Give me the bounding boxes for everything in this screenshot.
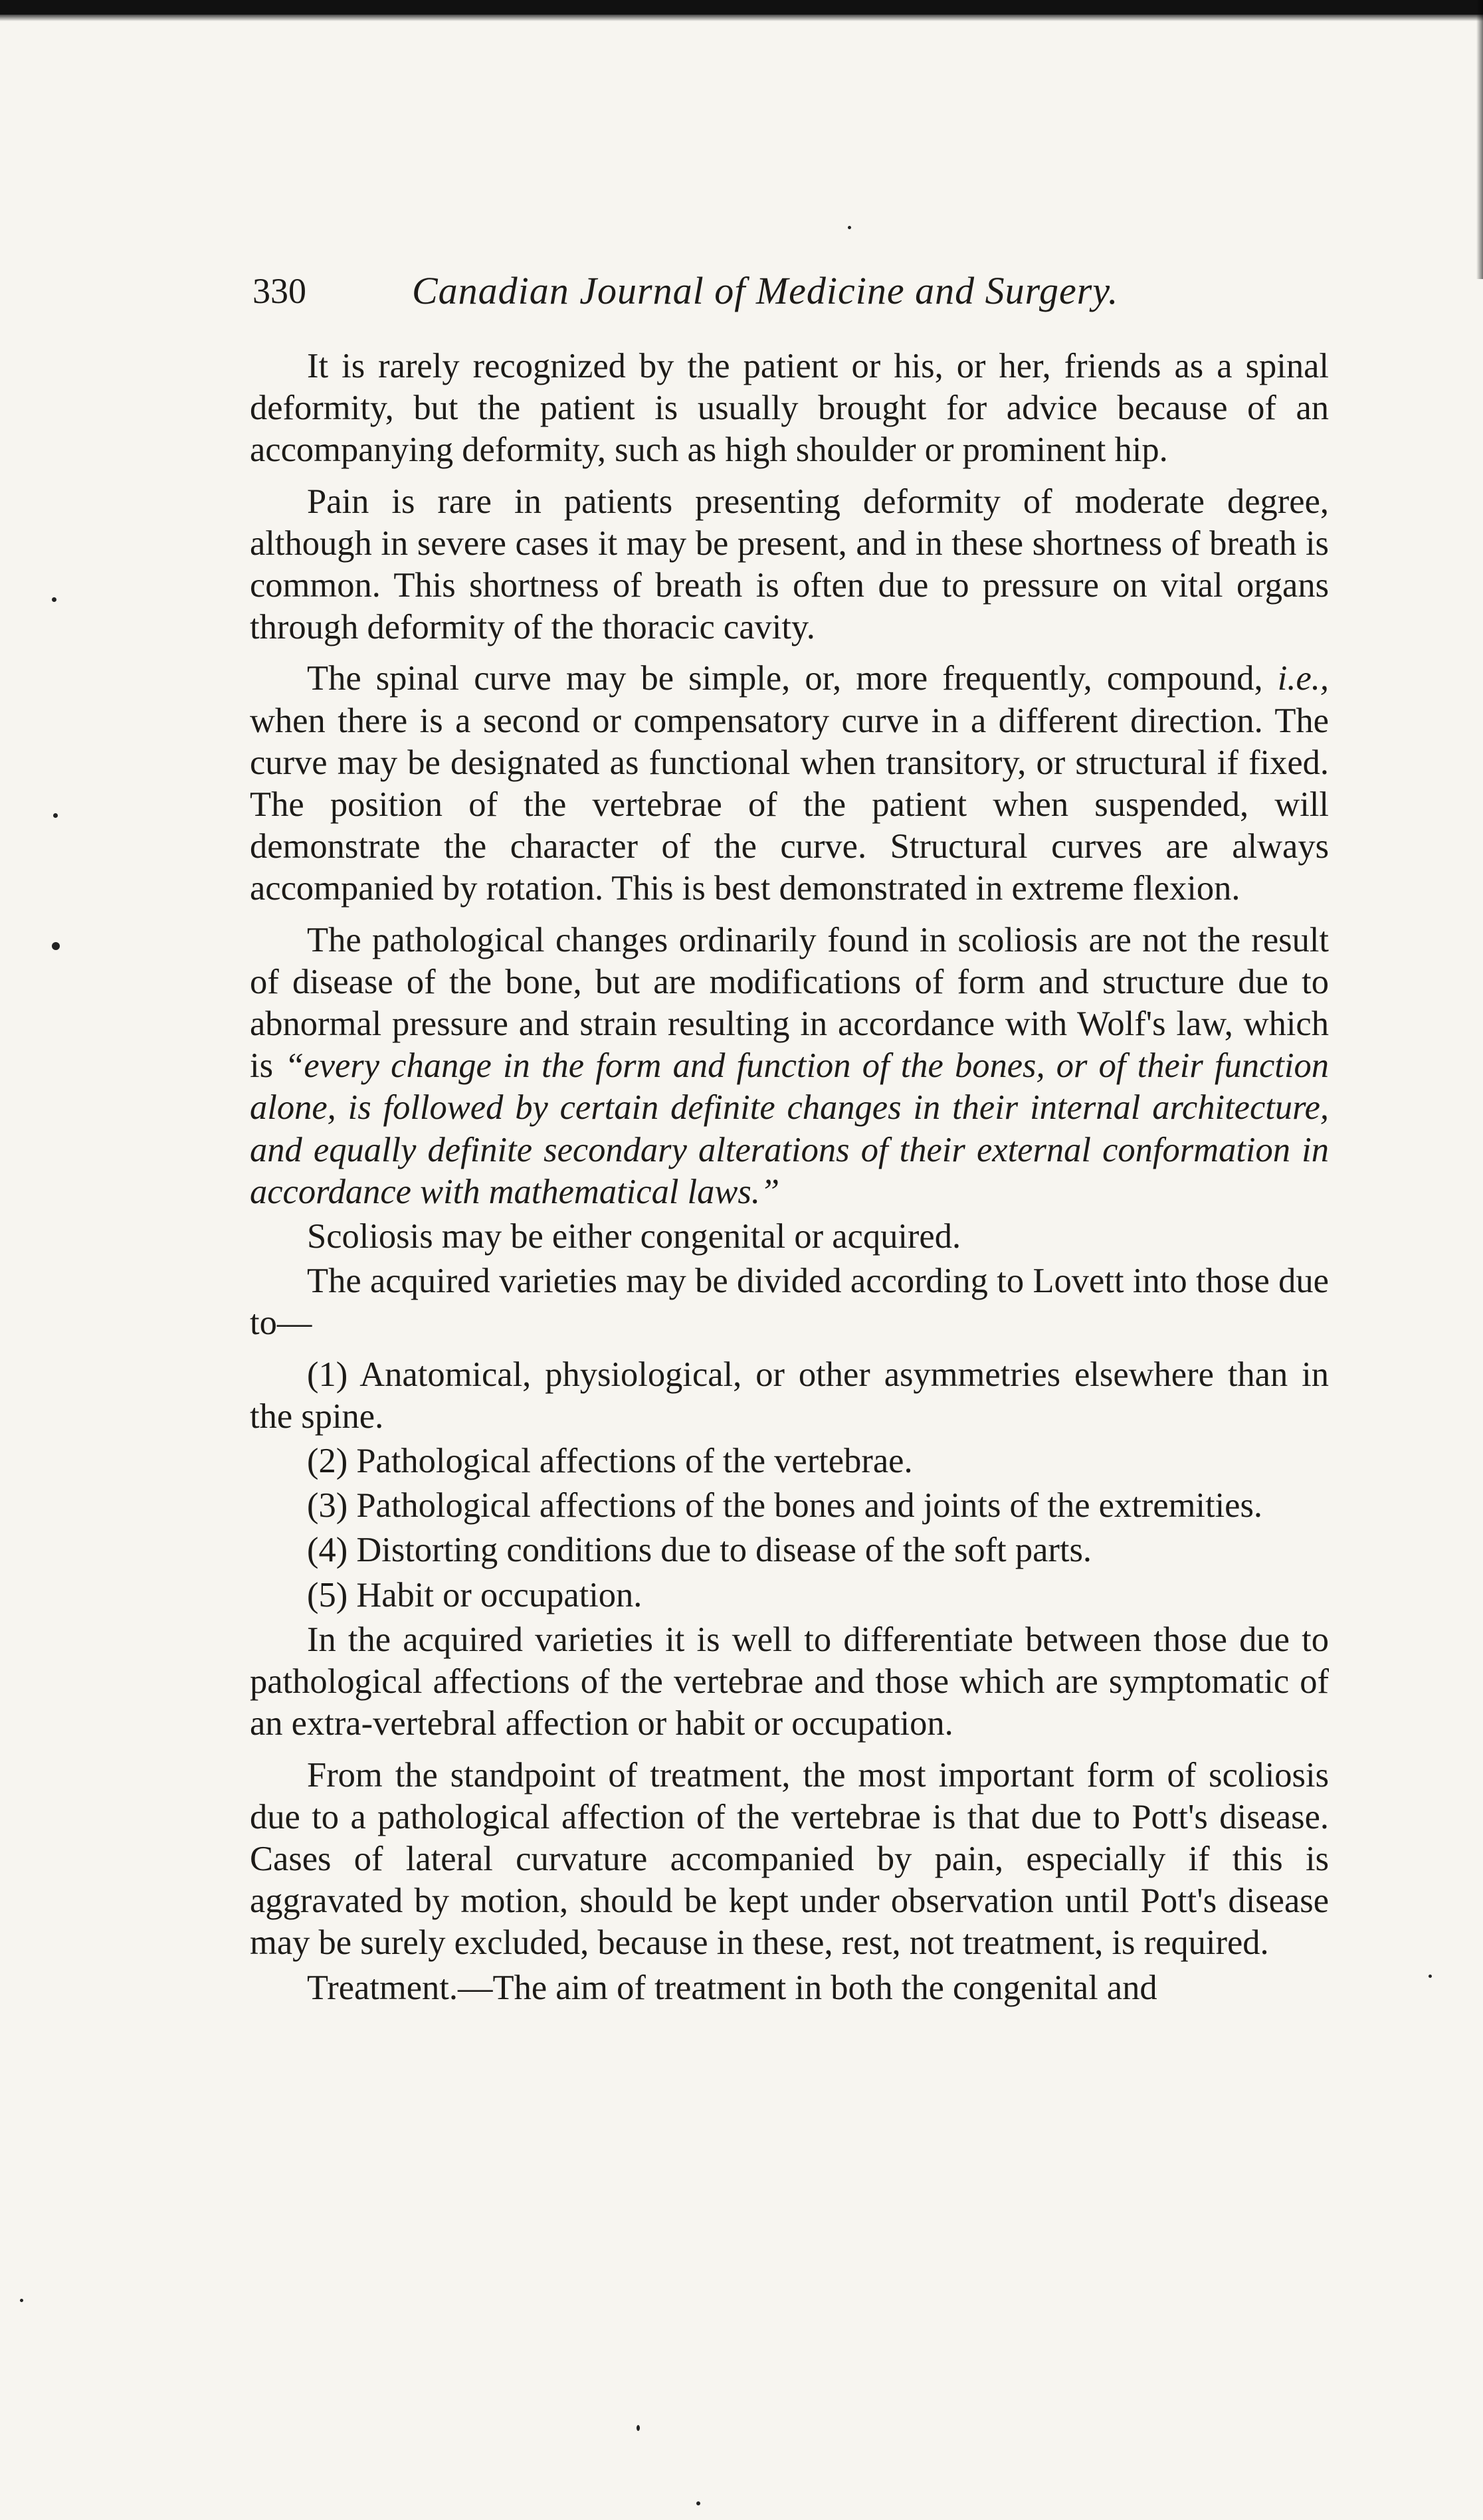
running-head: Canadian Journal of Medicine and Surgery. [412, 269, 1119, 312]
list-item-1: (1) Anatomical, physiological, or other asymmetries elsewhere than in the spine. [250, 1355, 1329, 1436]
list-item-2: (2) Pathological affections of the vertebrae. [307, 1442, 913, 1481]
print-speck [52, 597, 56, 602]
paragraph-pain: Pain is rare in patients presenting deformity of moderate degree, although in severe cases it may be present, and in these shortness of breath is common. This shortness of breath is often due to pressure on vital organs through deformity of the thoracic cavity. [250, 482, 1329, 647]
paragraph-spinal-curve [250, 658, 1329, 910]
line-congenital-acquired: Scoliosis may be either congenital or acquired. [307, 1217, 961, 1256]
print-speck [20, 2299, 23, 2302]
list-item-5: (5) Habit or occupation. [307, 1575, 643, 1614]
list-item-4: (4) Distorting conditions due to disease of the soft parts. [307, 1531, 1092, 1570]
changes-text: The pathological changes ordinarily found in scoliosis are not the result of disease of the bone, but are modifications of form and structure due to abnormal pressure and strain resulting in accordance with Wolf's law, which is [250, 920, 1329, 1086]
wolfs-law-quote: “every change in the form and function of the bones, or of their function alone, is followed by certain definite changes in their internal architecture, and equally definite secondary alterations of their external conformation in accordance with mathematical laws.” [250, 1046, 1329, 1211]
print-speck [637, 2425, 640, 2431]
paragraph-standpoint: From the standpoint of treatment, the most important form of scoliosis due to a pathological affection of the vertebrae is that due to Pott's disease. Cases of lateral curvature accompanied by pain, especially if this is aggravated by motion, should be kept under observation until Pott's disease may be surely excluded, because in these, rest, not treatment, is required. [250, 1755, 1329, 1963]
list-item-3: (3) Pathological affections of the bones and joints of the extremities. [307, 1486, 1263, 1525]
page-top-shadow [0, 15, 1483, 21]
paragraph-recognition: It is rarely recognized by the patient or his, or her, friends as a spinal deformity, but the patient is usually brought for advice because of an accompanying deformity, such as high shoulder or prominent hip. [250, 347, 1329, 470]
print-speck [52, 942, 60, 950]
ie-abbreviation: i.e., [1277, 659, 1329, 698]
article-body [250, 345, 1329, 2009]
line-lovett: The acquired varieties may be divided according to Lovett into those due to— [250, 1262, 1329, 1343]
print-speck [696, 2501, 700, 2505]
paragraph-treatment: Treatment.—The aim of treatment in both the congenital and [307, 1968, 1157, 2007]
page-header [252, 264, 1196, 318]
curve-text-start: The spinal curve may be simple, or, more frequently, compound, [307, 659, 1278, 698]
paragraph-differentiate: In the acquired varieties it is well to differentiate between those due to pathological affections of the vertebrae and those which are symptomatic of an extra-vertebral affection or habit or occupation. [250, 1620, 1329, 1743]
print-speck [1429, 1975, 1432, 1978]
paragraph-pathological-changes [250, 920, 1329, 1213]
page-right-edge [1476, 0, 1483, 279]
page-number: 330 [252, 271, 306, 311]
print-speck [848, 226, 851, 229]
page-top-edge [0, 0, 1483, 15]
curve-text-end: when there is a second or compensatory curve in a different direction. The curve may be designated as functional when transitory, or structural if fixed. The position of the vertebrae of the patient when suspended, will demonstrate the character of the curve. Structural curves are always accompanied by rotation. This is best demonstrated in extreme flexion. [250, 701, 1329, 908]
print-speck [53, 813, 58, 818]
